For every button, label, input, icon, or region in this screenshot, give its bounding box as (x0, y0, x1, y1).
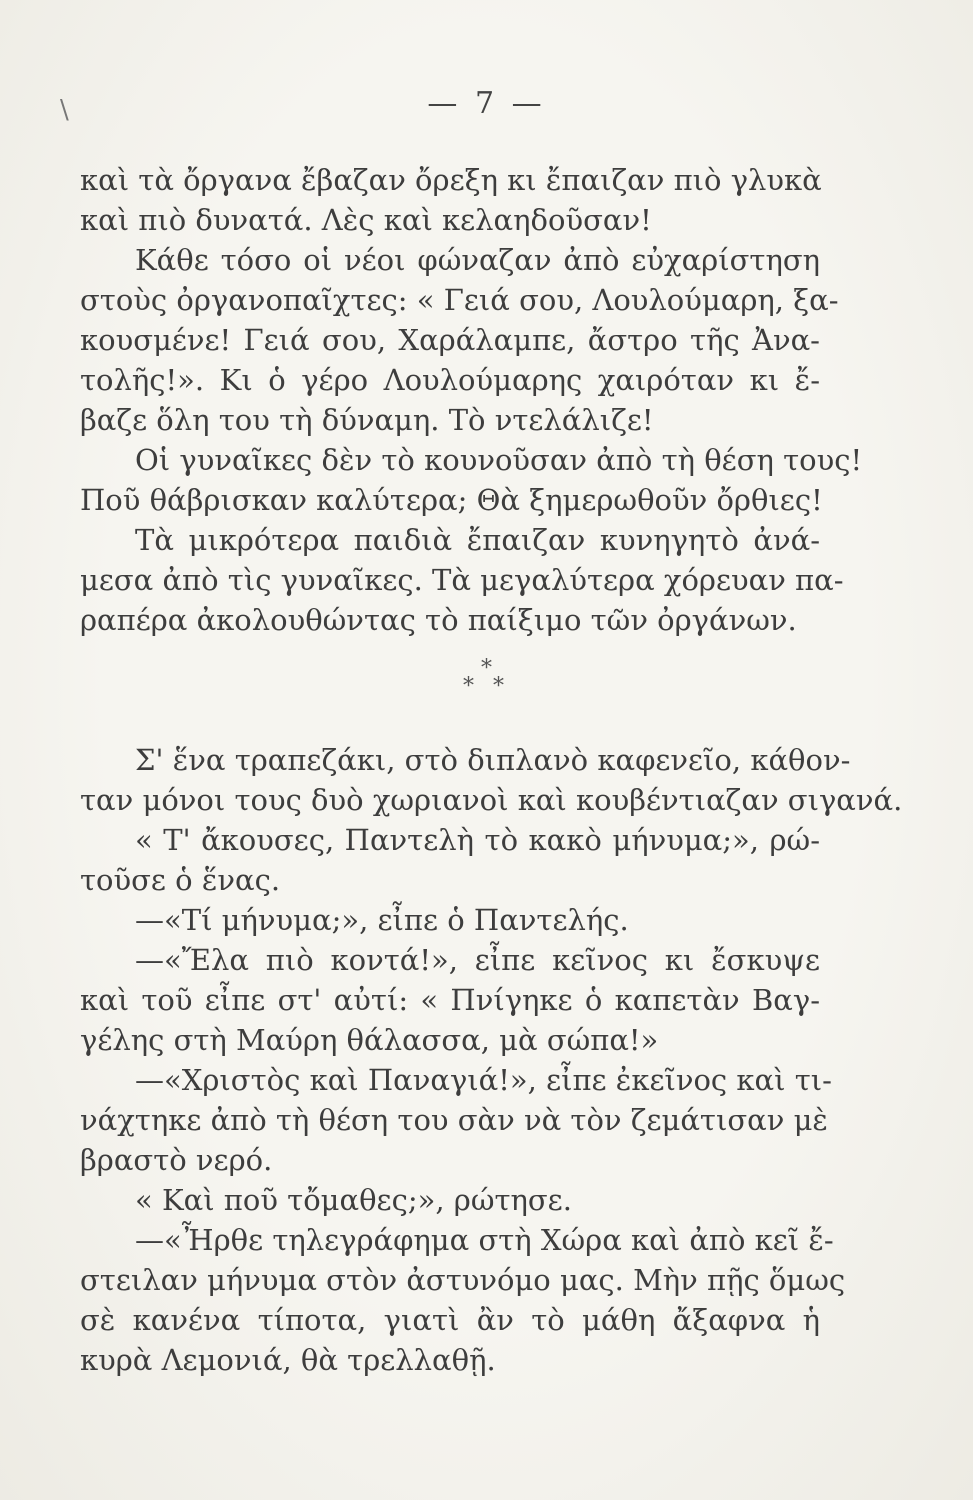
text-line: καὶ τὰ ὄργανα ἔβαζαν ὄρεξη κι ἔπαιζαν πιὸ γλυκὰ (80, 163, 822, 197)
section-break-asterism (0, 656, 973, 699)
text-line: ταν μόνοι τους δυὸ χωριανοὶ καὶ κουβέντιαζαν σιγανά. (80, 783, 903, 817)
text-line: βραστὸ νερό. (80, 1143, 273, 1177)
text-line: κυρὰ Λεμονιά, θὰ τρελλαθῇ. (80, 1343, 496, 1377)
text-line: —«Τί μήνυμα;», εἶπε ὁ Παντελής. (135, 903, 629, 937)
text-line: σὲ κανένα τίποτα, γιατὶ ἂν τὸ μάθη ἄξαφνα ἡ (80, 1303, 820, 1337)
text-line: βαζε ὅλη του τὴ δύναμη. Τὸ ντελάλιζε! (80, 403, 654, 437)
page-number: — 7 — (427, 86, 546, 121)
text-line: Ποῦ θάβρισκαν καλύτερα; Θὰ ξημερωθοῦν ὄρθιες! (80, 483, 823, 517)
text-line: « Καὶ ποῦ τὄμαθες;», ρώτησε. (135, 1183, 572, 1217)
text-line: μεσα ἀπὸ τὶς γυναῖκες. Τὰ μεγαλύτερα χόρευαν πα- (80, 563, 844, 597)
text-line: τοῦσε ὁ ἕνας. (80, 863, 281, 897)
text-line: ραπέρα ἀκολουθώντας τὸ παίξιμο τῶν ὀργάνων. (80, 603, 797, 637)
margin-mark: \ (60, 95, 69, 125)
text-line: νάχτηκε ἀπὸ τὴ θέση του σὰν νὰ τὸν ζεμάτισαν μὲ (80, 1103, 828, 1137)
text-line: —«Ἦρθε τηλεγράφημα στὴ Χώρα καὶ ἀπὸ κεῖ ἔ- (135, 1223, 834, 1257)
text-line: Τὰ μικρότερα παιδιὰ ἔπαιζαν κυνηγητὸ ἀνά- (135, 523, 820, 557)
text-line: κουσμένε! Γειά σου, Χαράλαμπε, ἄστρο τῆς Ἀνα- (80, 323, 820, 357)
asterism-top: * (481, 656, 492, 681)
text-line: —«Χριστὸς καὶ Παναγιά!», εἶπε ἐκεῖνος καὶ τι- (135, 1063, 832, 1097)
text-line: Οἱ γυναῖκες δὲν τὸ κουνοῦσαν ἀπὸ τὴ θέση τους! (135, 443, 863, 477)
text-line: γέλης στὴ Μαύρη θάλασσα, μὰ σώπα!» (80, 1023, 659, 1057)
text-line: στειλαν μήνυμα στὸν ἀστυνόμο μας. Μὴν πῇς ὅμως (80, 1263, 846, 1297)
text-line: καὶ πιὸ δυνατά. Λὲς καὶ κελαηδοῦσαν! (80, 203, 652, 237)
asterism-bottom: * * (463, 674, 510, 699)
text-line: καὶ τοῦ εἶπε στ' αὐτί: « Πνίγηκε ὁ καπετὰν Βαγ- (80, 983, 820, 1017)
text-line: « Τ' ἄκουσες, Παντελὴ τὸ κακὸ μήνυμα;», ρώ- (135, 823, 820, 857)
text-line: Κάθε τόσο οἱ νέοι φώναζαν ἀπὸ εὐχαρίστηση (135, 243, 820, 277)
text-line: τολῆς!». Κι ὁ γέρο Λουλούμαρης χαιρόταν κι ἔ- (80, 363, 820, 397)
text-line: Σ' ἕνα τραπεζάκι, στὸ διπλανὸ καφενεῖο, κάθον- (135, 743, 851, 777)
text-line: —«Ἔλα πιὸ κοντά!», εἶπε κεῖνος κι ἔσκυψε (135, 943, 820, 977)
text-line: στοὺς ὀργανοπαῖχτες: « Γειά σου, Λουλούμαρη, ξα- (80, 283, 839, 317)
